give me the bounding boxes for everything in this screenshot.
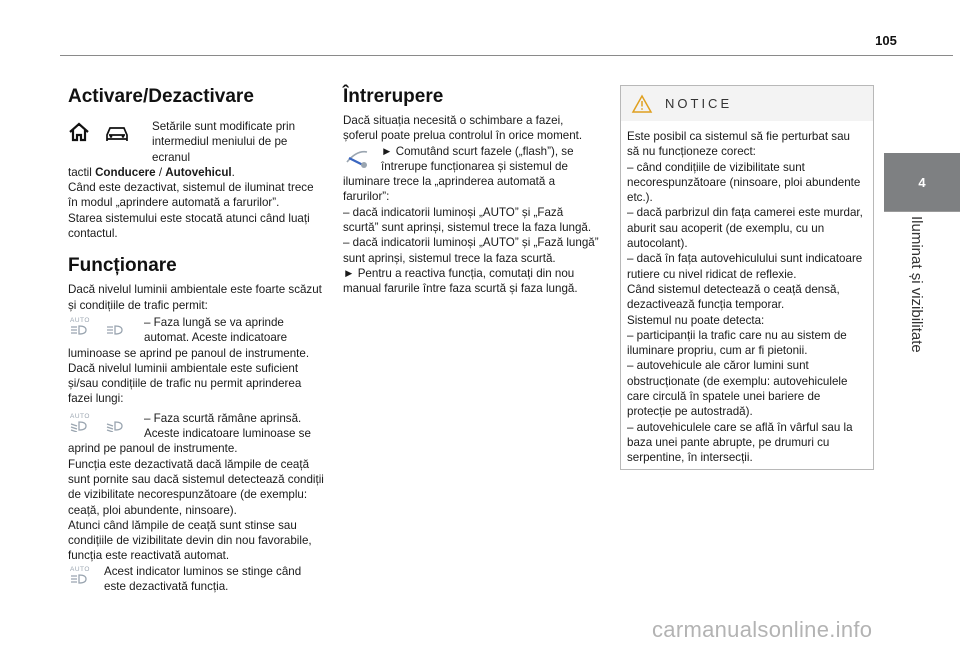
chapter-tab-rule-bottom (884, 211, 960, 212)
auto-high-beam-icon (68, 317, 92, 336)
paragraph: aprind pe panoul de instrumente. (68, 442, 238, 456)
high-beam-icon-row (68, 315, 324, 346)
paragraph: Starea sistemului este stocată atunci când luați contactul. (68, 211, 310, 241)
paragraph: – când condițiile de vizibilitate sunt necorespunzătoare (ninsoare, ploi abundente etc.). (627, 160, 861, 205)
settings-path-prefix: tactil (68, 165, 96, 179)
flash-text: ► Comutând scurt fazele („flash”), se întrerupe funcționarea și sistemul de (381, 144, 574, 173)
auto-label: AUTO (70, 412, 90, 420)
menu-period: . (231, 165, 235, 179)
paragraph: Funcția este dezactivată dacă lămpile de ceață sunt pornite sau dacă sistemul detectează condiții de vizibilitate necorespunzătoare (de exemplu: ceață, ploi abundente, ninsoare). (68, 457, 324, 517)
section-heading-interruption: Întrerupere (343, 86, 444, 107)
auto-indicator-icon (68, 566, 92, 585)
high-beam-text: – Faza lungă se va aprinde automat. Aceste indicatoare (144, 315, 288, 345)
page-number: 105 (875, 33, 897, 48)
low-beam-icon-row (68, 411, 324, 442)
chapter-tab[interactable] (884, 153, 960, 211)
paragraph: – dacă indicatorii luminoși „AUTO” și „Fază scurtă” sunt aprinși, sistemul trece la faza lungă. (343, 205, 592, 235)
section-heading-activation: Activare/Dezactivare (68, 86, 254, 107)
paragraph: Când sistemul detectează o ceață densă, dezactivează funcția temporar. (627, 282, 840, 312)
column-middle (343, 85, 601, 297)
paragraph: – dacă în fața autovehiculului sunt indicatoare rutiere cu nivel ridicat de reflexie. (627, 252, 863, 281)
paragraph: ► Pentru a reactiva funcția, comutați din nou manual farurile între faza scurtă și faza lungă. (343, 266, 578, 296)
paragraph: – dacă indicatorii luminoși „AUTO” și „Fază lungă” sunt aprinși, sistemul trece la faza scurtă. (343, 236, 599, 265)
headlamp-flash-icon (343, 146, 371, 170)
column-left (68, 85, 324, 594)
chapter-title-text: Iluminat și vizibilitate (908, 216, 925, 353)
auto-off-text: Acest indicator luminos se stinge când este dezactivată funcția. (104, 564, 302, 594)
paragraph: Atunci când lămpile de ceață sunt stinse sau condițiile de vizibilitate devin din nou favorabile, funcția este reactivată automat. (68, 518, 312, 563)
chapter-number: 4 (918, 174, 926, 190)
paragraph: – autovehicule ale căror lumini sunt obstrucționate (de exemplu: autovehiculele care circulă în spatele unei bariere de protecție pe autostradă). (627, 359, 848, 419)
home-icon (68, 121, 90, 143)
auto-low-beam-icon (68, 413, 92, 432)
auto-label: AUTO (70, 316, 90, 324)
paragraph: Când este dezactivat, sistemul de iluminat trece în modul „aprindere automată a farurilor”. (68, 181, 314, 210)
warning-icon (631, 94, 653, 114)
header-divider (60, 55, 953, 56)
menu-separator: / (155, 165, 166, 179)
settings-icon-row (68, 119, 324, 165)
paragraph: luminoase se aprind pe panoul de instrumente. (68, 346, 310, 360)
menu-conducere: Conducere (95, 165, 156, 179)
paragraph: – dacă parbrizul din fața camerei este murdar, aburit sau acoperit (de exemplu, cu un autocolant). (627, 206, 863, 251)
paragraph: – participanții la trafic care nu au sistem de iluminare propriu, cum ar fi pietonii. (627, 328, 847, 358)
notice-title: NOTICE (665, 96, 733, 111)
low-beam-icon (104, 413, 128, 432)
paragraph: Dacă situația necesită o schimbare a fazei, șoferul poate prelua controlul în orice moment. (343, 114, 583, 143)
paragraph: Este posibil ca sistemul să fie perturbat sau să nu funcționeze corect: (627, 130, 850, 159)
notice-box (620, 85, 874, 470)
flash-icon-row (343, 144, 601, 175)
paragraph: Dacă nivelul luminii ambientale este suficient și/sau condițiile de trafic nu permit aprinderea fazei lungi: (68, 361, 302, 406)
auto-label: AUTO (70, 565, 90, 573)
watermark: carmanualsonline.info (652, 617, 873, 642)
notice-header (621, 86, 873, 121)
low-beam-text: – Faza scurtă rămâne aprinsă. Aceste indicatoare luminoase se (144, 411, 311, 441)
settings-path (68, 165, 324, 180)
high-beam-icon (104, 317, 128, 336)
settings-text: Setările sunt modificate prin intermediul meniului de pe ecranul (152, 120, 296, 164)
notice-body (621, 121, 873, 466)
paragraph: – autovehiculele care se află în vârful sau la baza unei pante abrupte, pe drumuri cu serpentine, în intersecții. (627, 420, 853, 465)
paragraph: iluminare trece la „aprinderea automată a farurilor”: (343, 175, 556, 204)
paragraph: Dacă nivelul luminii ambientale este foarte scăzut și condițiile de trafic permit: (68, 283, 322, 312)
car-icon (104, 121, 130, 143)
chapter-title (907, 216, 927, 376)
section-heading-function: Funcționare (68, 255, 177, 277)
auto-off-icon-row (68, 564, 324, 595)
menu-autovehicul: Autovehicul (165, 165, 232, 179)
paragraph: Sistemul nu poate detecta: (627, 313, 765, 327)
